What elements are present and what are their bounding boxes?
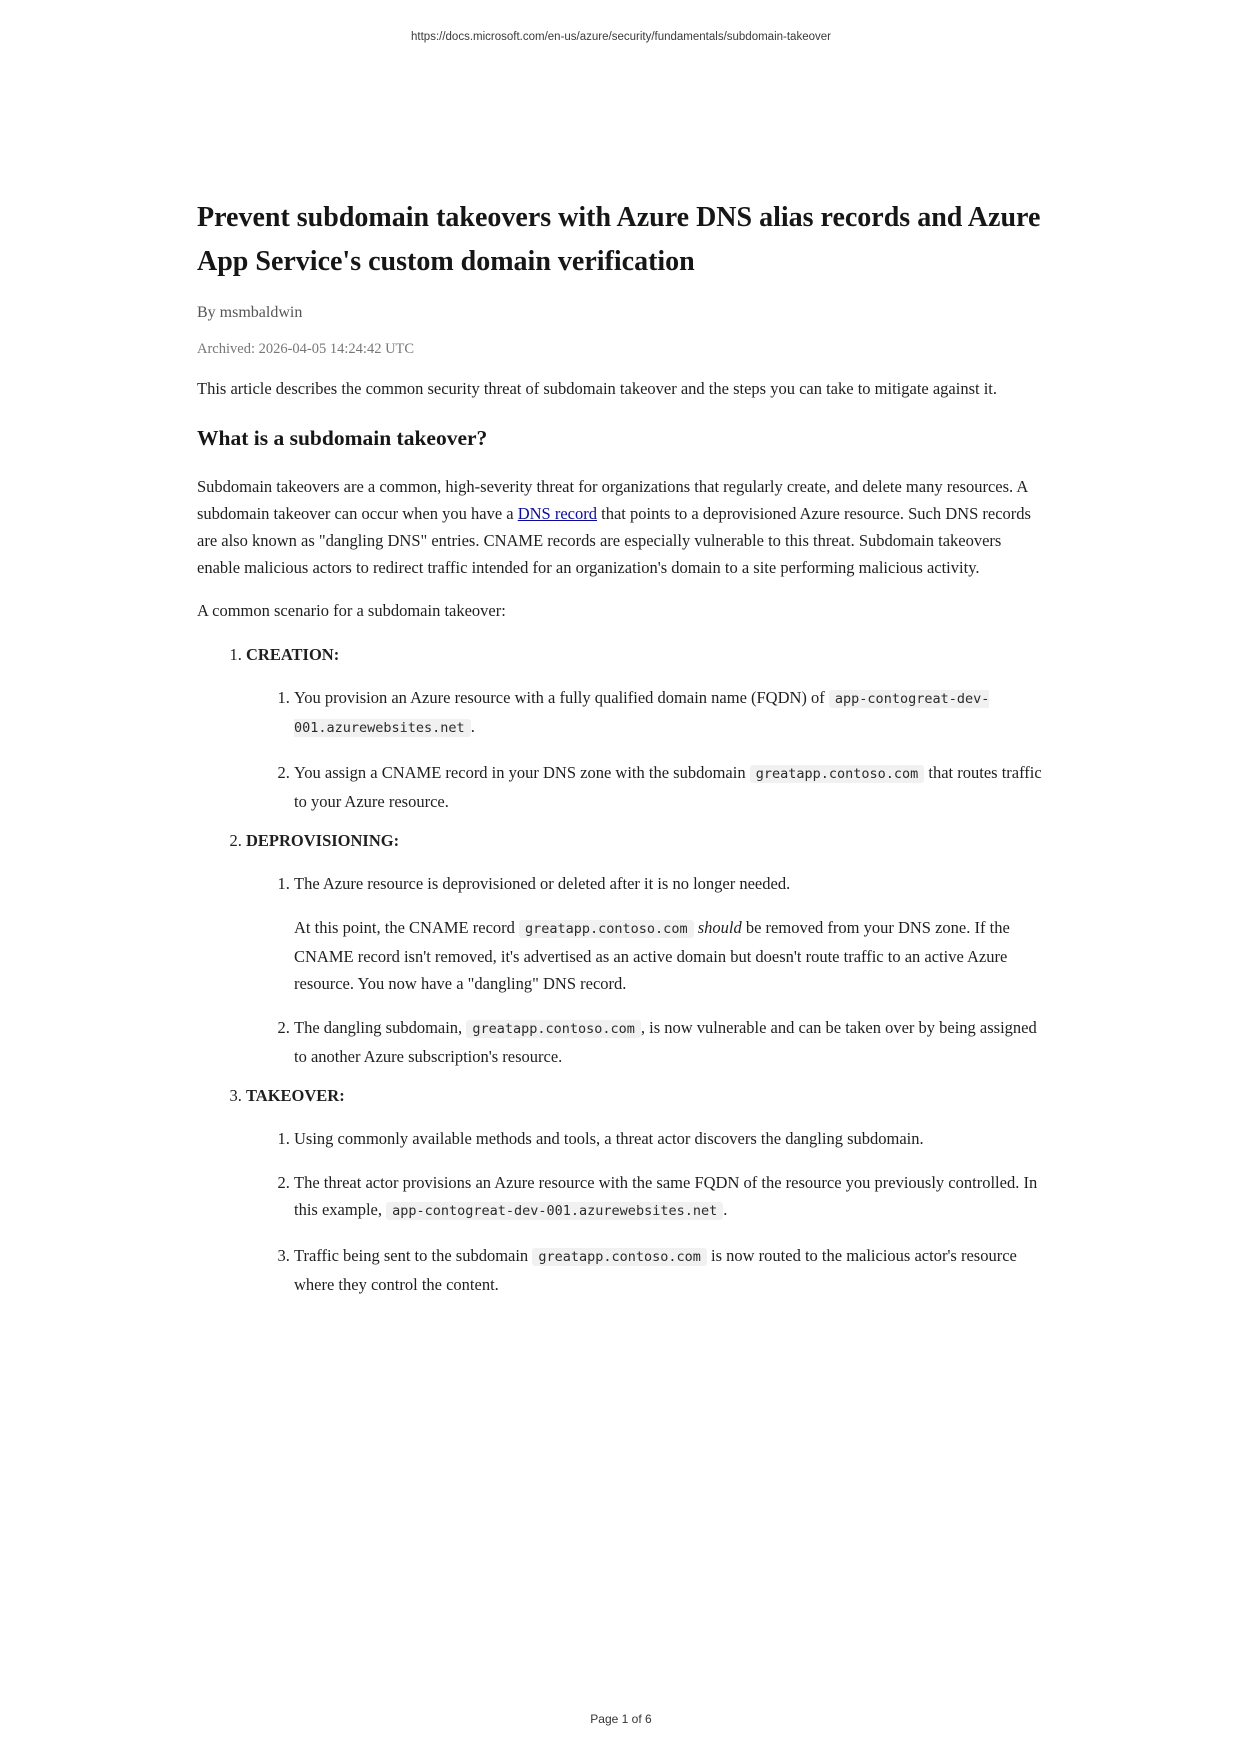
step-deprovisioning bbox=[246, 827, 1047, 1070]
step-label: TAKEOVER: bbox=[246, 1086, 345, 1105]
code-fqdn: app-contogreat-dev-001.azurewebsites.net bbox=[386, 1202, 723, 1220]
dangling-explanation: At this point, the CNAME record greatapp.contoso.com should be removed from your DNS zone. If the CNAME record isn't removed, it's advertised as an active domain but doesn't route traffic to an active Azure resource. You now have a "dangling" DNS record. bbox=[294, 918, 1010, 993]
code-fqdn: app-contogreat-dev-001.azurewebsites.net bbox=[294, 691, 990, 736]
step-creation bbox=[246, 641, 1047, 815]
page-url: https://docs.microsoft.com/en-us/azure/security/fundamentals/subdomain-takeover bbox=[411, 31, 831, 43]
step-takeover bbox=[246, 1082, 1047, 1298]
code-subdomain: greatapp.contoso.com bbox=[532, 1248, 707, 1266]
article-title: Prevent subdomain takeovers with Azure DNS alias records and Azure App Service's custom domain verification bbox=[197, 202, 1041, 277]
list-item: 1. The Azure resource is deprovisioned or deleted after it is no longer needed. At this point, the CNAME record greatapp.contoso.com should be removed from your DNS zone. If the CNAME record isn't removed, it's advertised as an active domain but doesn't route traffic to an active Azure resource. You now have a "dangling" DNS record. bbox=[294, 870, 1047, 997]
page-number: Page 1 of 6 bbox=[590, 1712, 652, 1726]
substep-list bbox=[246, 870, 1047, 1070]
code-subdomain: greatapp.contoso.com bbox=[466, 1020, 641, 1038]
list-item: 2. The threat actor provisions an Azure resource with the same FQDN of the resource you previously controlled. In this example, app-contogreat-dev-001.azurewebsites.net . bbox=[294, 1169, 1047, 1225]
list-item: 1. You provision an Azure resource with a fully qualified domain name (FQDN) of app-contogreat-dev-001.azurewebsites.net . bbox=[294, 684, 1047, 742]
code-subdomain: greatapp.contoso.com bbox=[519, 920, 694, 938]
dns-record-link[interactable]: DNS record bbox=[517, 504, 597, 523]
list-item: 3. Traffic being sent to the subdomain greatapp.contoso.com is now routed to the malicious actor's resource where they control the content. bbox=[294, 1242, 1047, 1298]
intro-paragraph: This article describes the common security threat of subdomain takeover and the steps you can take to mitigate against it. bbox=[197, 379, 998, 398]
substep-list bbox=[246, 1125, 1047, 1298]
article bbox=[197, 196, 1047, 1298]
scenario-intro: A common scenario for a subdomain takeover: bbox=[197, 601, 506, 620]
scenario-steps bbox=[197, 641, 1047, 1298]
archived-timestamp: Archived: 2026-04-05 14:24:42 UTC bbox=[197, 341, 415, 357]
substep-list bbox=[246, 684, 1047, 815]
step-label: CREATION: bbox=[246, 645, 340, 664]
list-item: 1. Using commonly available methods and tools, a threat actor discovers the dangling subdomain. bbox=[294, 1125, 1047, 1152]
list-item: 2. You assign a CNAME record in your DNS zone with the subdomain greatapp.contoso.com that routes traffic to your Azure resource. bbox=[294, 759, 1047, 815]
byline: By msmbaldwin bbox=[197, 304, 303, 321]
step-label: DEPROVISIONING: bbox=[246, 831, 400, 850]
code-subdomain: greatapp.contoso.com bbox=[750, 765, 925, 783]
definition-paragraph: Subdomain takeovers are a common, high-severity threat for organizations that regularly create, and delete many resources. A subdomain takeover can occur when you have a DNS record that points to a deprovisioned Azure resource. Such DNS records are also known as "dangling DNS" entries. CNAME records are especially vulnerable to this threat. Subdomain takeovers enable malicious actors to redirect traffic intended for an organization's domain to a site performing malicious activity. bbox=[197, 477, 1031, 577]
list-item: 2. The dangling subdomain, greatapp.contoso.com , is now vulnerable and can be taken over by being assigned to another Azure subscription's resource. bbox=[294, 1014, 1047, 1070]
section-heading: What is a subdomain takeover? bbox=[197, 426, 488, 450]
